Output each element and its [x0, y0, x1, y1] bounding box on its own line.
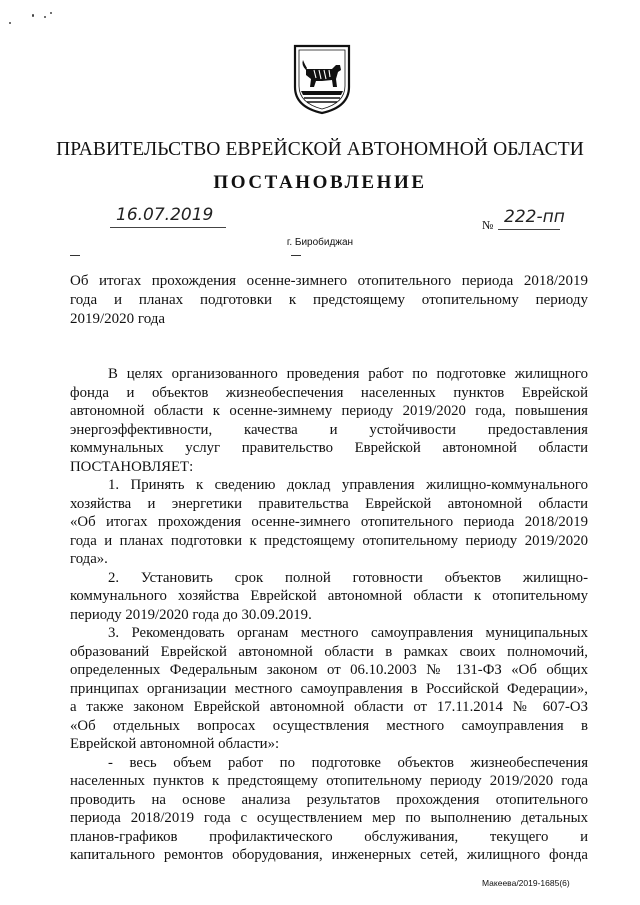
- body-line: «Об отдельных вопросах осуществления местного самоуправления в: [70, 717, 588, 734]
- left-corner-mark: [70, 255, 80, 259]
- body-line: 2. Установить срок полной готовности объектов жилищно-: [108, 569, 588, 586]
- body-line: В целях организованного проведения работ по подготовке жилищного: [108, 366, 588, 382]
- body-line: а также законом Еврейской автономной области от 17.11.2014 № 607-ОЗ: [70, 699, 588, 715]
- date-underline: [110, 227, 226, 228]
- government-name: ПРАВИТЕЛЬСТВО ЕВРЕЙСКОЙ АВТОНОМНОЙ ОБЛАСТИ: [56, 139, 584, 160]
- body-line: планов-графиков профилактического обслуживания, текущего и: [70, 828, 588, 845]
- body-line: образований Еврейской автономной области в рамках своих полномочий,: [70, 643, 588, 660]
- body-line: энергоэффективности, качества и устойчивости предоставления: [70, 421, 588, 438]
- subject-line: года и планах подготовки к предстоящему отопительному периоду: [70, 292, 588, 308]
- document-footer-code: Макеева/2019-1685(6): [482, 878, 570, 888]
- body-line: капитального ремонтов оборудования, инженерных сетей, жилищного фонда: [70, 847, 588, 863]
- scan-speck: [44, 16, 46, 18]
- body-line: хозяйства и энергетики правительства Еврейской автономной области: [70, 495, 588, 512]
- body-line: 1. Принять к сведению доклад управления жилищно-коммунального: [108, 477, 588, 493]
- number-underline: [498, 229, 560, 230]
- body-line: коммунальных услуг правительство Еврейской автономной области: [70, 440, 588, 456]
- document-number: 222-пп: [504, 207, 565, 227]
- number-label: №: [482, 218, 494, 232]
- body-line: Еврейской автономной области»:: [70, 736, 280, 752]
- right-corner-mark: [291, 255, 301, 259]
- body-line: принципах организации местного самоуправления в Российской Федерации»,: [70, 680, 588, 697]
- document-date: 16.07.2019: [116, 205, 214, 225]
- body-line: определенных Федеральным законом от 06.10.2003 № 131-ФЗ «Об общих: [70, 662, 588, 678]
- body-line: ПОСТАНОВЛЯЕТ:: [70, 458, 194, 475]
- document-city: г. Биробиджан: [286, 237, 354, 248]
- body-line: автономной области к осенне-зимнему периоду 2019/2020 года, повышения: [70, 403, 588, 419]
- document-body: [70, 365, 588, 865]
- body-line: года и планах подготовки к предстоящему отопительному периоду 2019/2020: [70, 532, 588, 549]
- subject-line: Об итогах прохождения осенне-зимнего отопительного периода 2018/2019: [70, 273, 588, 289]
- body-line: «Об итогах прохождения осенне-зимнего отопительного периода 2018/2019: [70, 514, 588, 530]
- body-line: 3. Рекомендовать органам местного самоуправления муниципальных: [108, 625, 588, 641]
- body-line: населенных пунктов к предстоящему отопительному периоду 2019/2020 года: [70, 773, 588, 789]
- scan-speck: [32, 14, 34, 17]
- body-line: года».: [70, 551, 108, 567]
- body-line: коммунального хозяйства Еврейской автономной области к отопительному: [70, 588, 588, 604]
- coat-of-arms-emblem: [292, 43, 352, 115]
- body-line: периода 2018/2019 года с осуществлением мер по выполнению детальных: [70, 810, 588, 826]
- scan-speck: [9, 22, 11, 24]
- body-line: периоду 2019/2020 года до 30.09.2019.: [70, 606, 312, 623]
- document-title: ПОСТАНОВЛЕНИЕ: [213, 172, 427, 193]
- document-subject: [70, 272, 588, 329]
- body-line: фонда и объектов жизнеобеспечения населенных пунктов Еврейской: [70, 384, 588, 401]
- subject-line: 2019/2020 года: [70, 311, 166, 327]
- body-line: проводить на основе анализа результатов прохождения отопительного: [70, 791, 588, 808]
- body-line: - весь объем работ по подготовке объектов жизнеобеспечения: [108, 754, 588, 771]
- scan-speck: [50, 12, 52, 14]
